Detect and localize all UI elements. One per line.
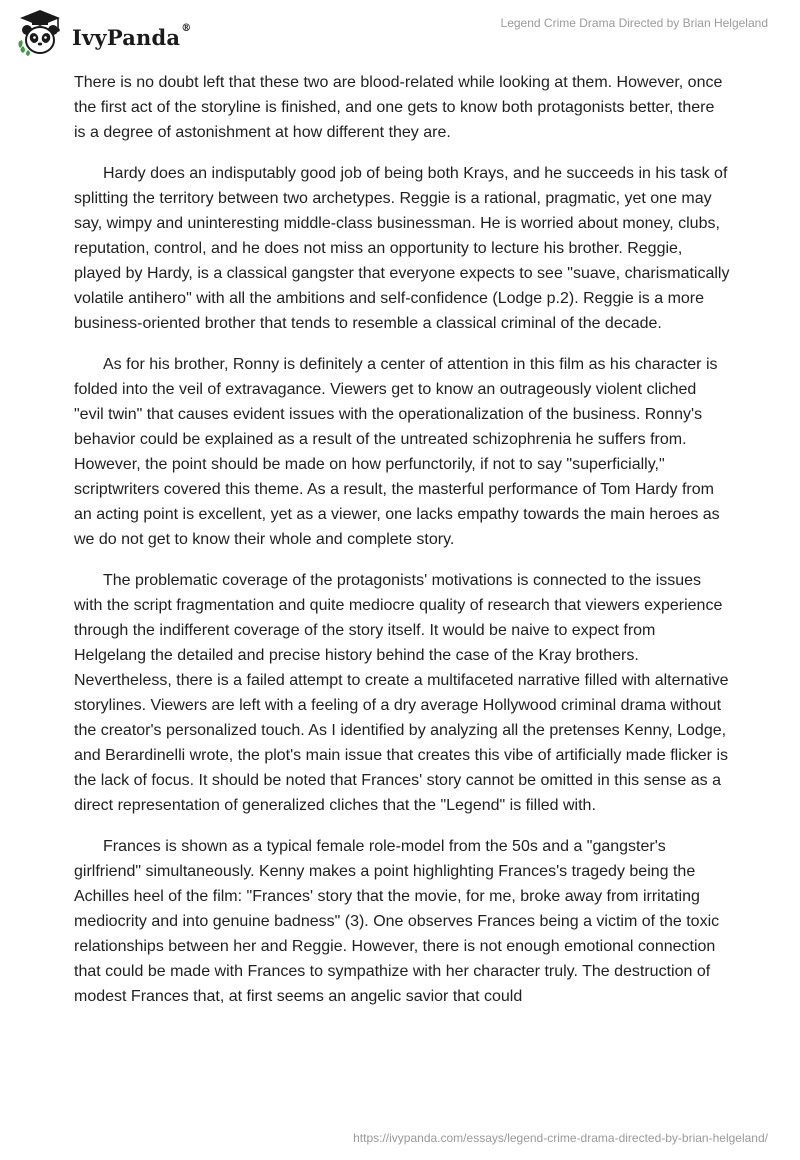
registered-mark: ®	[181, 22, 192, 34]
essay-paragraph: As for his brother, Ronny is definitely a center of attention in this film as his character is folded into the veil of extravagance. Viewers get to know an outrageously violent cliched "evil twin" that causes evident issues with the operationalization of the business. Ronny's behavior could be explained as a result of the untreated schizophrenia he suffers from. However, the point should be made on how perfunctorily, if not to say "superficially," scriptwriters covered this theme. As a result, the masterful performance of Tom Hardy from an acting point is excellent, yet as a viewer, one lacks empathy towards the main heroes as we do not get to know their whole and complete story.	[74, 356, 720, 548]
page-header	[0, 0, 800, 70]
ivypanda-logo[interactable]	[14, 8, 190, 58]
panda-graduate-icon	[14, 8, 66, 58]
essay-paragraph: Frances is shown as a typical female role-model from the 50s and a "gangster's girlfriend" simultaneously. Kenny makes a point highlighting Frances's tragedy being the Achilles heel of the film: "Frances' story that the movie, for me, broke away from irritating mediocrity and into genuine badness" (3). One observes Frances being a victim of the toxic relationships between her and Reggie. However, there is not enough emotional connection that could be made with Frances to sympathize with her character truly. The destruction of modest Frances that, at first seems an angelic savior that could	[74, 838, 720, 1005]
document-title: Legend Crime Drama Directed by Brian Helgeland	[500, 16, 768, 30]
essay-paragraph: Hardy does an indisputably good job of being both Krays, and he succeeds in his task of splitting the territory between two archetypes. Reggie is a rational, pragmatic, yet one may say, wimpy and uninteresting middle-class businessman. He is worried about money, clubs, reputation, control, and he does not miss an opportunity to lecture his brother. Reggie, played by Hardy, is a classical gangster that everyone expects to see "suave, charismatically volatile antihero" with all the ambitions and self-confidence (Lodge p.2). Reggie is a more business-oriented brother that tends to resemble a classical criminal of the decade.	[74, 165, 730, 332]
essay-paragraph: There is no doubt left that these two are blood-related while looking at them. However, once the first act of the storyline is finished, and one gets to know both protagonists better, there is a degree of astonishment at how different they are.	[74, 74, 723, 141]
essay-body	[74, 70, 730, 1025]
essay-paragraph: The problematic coverage of the protagonists' motivations is connected to the issues with the script fragmentation and quite mediocre quality of research that viewers experience through the indifferent coverage of the story itself. It would be naive to expect from Helgelang the detailed and precise history behind the case of the Kray brothers. Nevertheless, there is a failed attempt to create a multifaceted narrative filled with alternative storylines. Viewers are left with a feeling of a dry average Hollywood criminal drama without the creator's personalized touch. As I identified by analyzing all the pretenses Kenny, Lodge, and Berardinelli wrote, the plot's main issue that creates this vibe of artificially made flicker is the lack of focus. It should be noted that Frances' story cannot be omitted in this sense as a direct representation of generalized cliches that the "Legend" is filled with.	[74, 572, 729, 814]
brand-name: IvyPanda®	[72, 22, 192, 50]
source-url[interactable]: https://ivypanda.com/essays/legend-crime-drama-directed-by-brian-helgeland/	[353, 1131, 768, 1145]
